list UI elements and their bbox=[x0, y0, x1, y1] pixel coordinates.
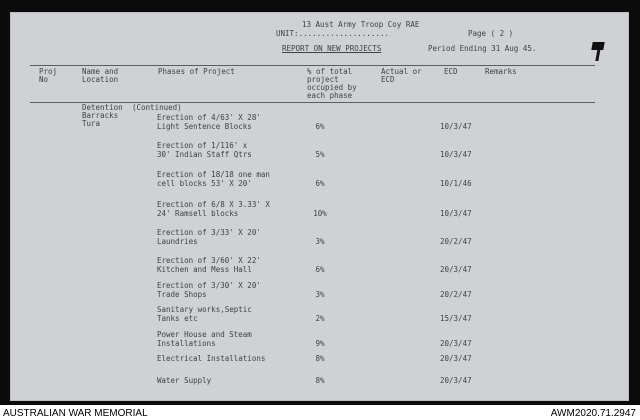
phase-ecd: 15/3/47 bbox=[440, 314, 472, 323]
phase-percent: 9% bbox=[315, 339, 325, 348]
clip-tab bbox=[591, 42, 604, 50]
col-actual: Actual or ECD bbox=[381, 67, 422, 84]
phase-ecd: 20/2/47 bbox=[440, 237, 472, 246]
project-name: Detention Barracks Tura bbox=[82, 103, 123, 128]
phase-description: Erection of 4/63' X 28' Light Sentence Blocks bbox=[157, 113, 261, 131]
phase-ecd: 10/3/47 bbox=[440, 150, 472, 159]
unit-name: 13 Aust Army Troop Coy RAE bbox=[302, 20, 420, 29]
period-ending: Period Ending 31 Aug 45. bbox=[428, 44, 537, 53]
phase-percent: 6% bbox=[315, 265, 325, 274]
phase-percent: 8% bbox=[315, 354, 325, 363]
unit-label: UNIT:.................... bbox=[276, 29, 389, 38]
footer-institution: AUSTRALIAN WAR MEMORIAL bbox=[3, 408, 148, 419]
phase-description: Power House and Steam Installations bbox=[157, 330, 252, 348]
col-ecd: ECD bbox=[444, 67, 458, 76]
phase-description: Erection of 6/8 X 3.33' X 24' Ramsell blocks bbox=[157, 200, 270, 218]
phase-percent: 10% bbox=[313, 209, 327, 218]
phase-ecd: 20/2/47 bbox=[440, 290, 472, 299]
phase-description: Erection of 3/33' X 20' Laundries bbox=[157, 228, 261, 246]
phase-ecd: 20/3/47 bbox=[440, 339, 472, 348]
phase-description: Erection of 1/116' x 30' Indian Staff Qtrs bbox=[157, 141, 252, 159]
phase-ecd: 10/3/47 bbox=[440, 209, 472, 218]
header-rule-top bbox=[30, 65, 595, 66]
report-title: REPORT ON NEW PROJECTS bbox=[282, 44, 382, 53]
col-proj-no: Proj No bbox=[39, 67, 58, 84]
phase-ecd: 10/1/46 bbox=[440, 179, 472, 188]
page-number: Page ( 2 ) bbox=[468, 29, 514, 38]
phase-ecd: 20/3/47 bbox=[440, 376, 472, 385]
phase-description: Sanitary works,Septic Tanks etc bbox=[157, 305, 252, 323]
col-remarks: Remarks bbox=[485, 67, 517, 76]
phase-description: Erection of 3/30' X 20' Trade Shops bbox=[157, 281, 261, 299]
col-pct: % of total project occupied by each phase bbox=[307, 67, 357, 100]
col-phases: Phases of Project bbox=[158, 67, 235, 76]
continued-label: (Continued) bbox=[132, 103, 182, 112]
phase-ecd: 20/3/47 bbox=[440, 354, 472, 363]
phase-description: Electrical Installations bbox=[157, 354, 266, 363]
footer-accession: AWM2020.71.2947 bbox=[550, 408, 636, 419]
phase-percent: 8% bbox=[315, 376, 325, 385]
phase-percent: 2% bbox=[315, 314, 325, 323]
phase-ecd: 10/3/47 bbox=[440, 122, 472, 131]
col-name-location: Name and Location bbox=[82, 67, 119, 84]
phase-description: Water Supply bbox=[157, 376, 212, 385]
phase-percent: 3% bbox=[315, 237, 325, 246]
phase-description: Erection of 18/18 one man cell blocks 53' X 20' bbox=[157, 170, 270, 188]
phase-percent: 5% bbox=[315, 150, 325, 159]
phase-percent: 6% bbox=[315, 179, 325, 188]
phase-description: Erection of 3/60' X 22' Kitchen and Mess Hall bbox=[157, 256, 261, 274]
phase-percent: 6% bbox=[315, 122, 325, 131]
phase-percent: 3% bbox=[315, 290, 325, 299]
document-page bbox=[10, 12, 629, 401]
phase-ecd: 20/3/47 bbox=[440, 265, 472, 274]
